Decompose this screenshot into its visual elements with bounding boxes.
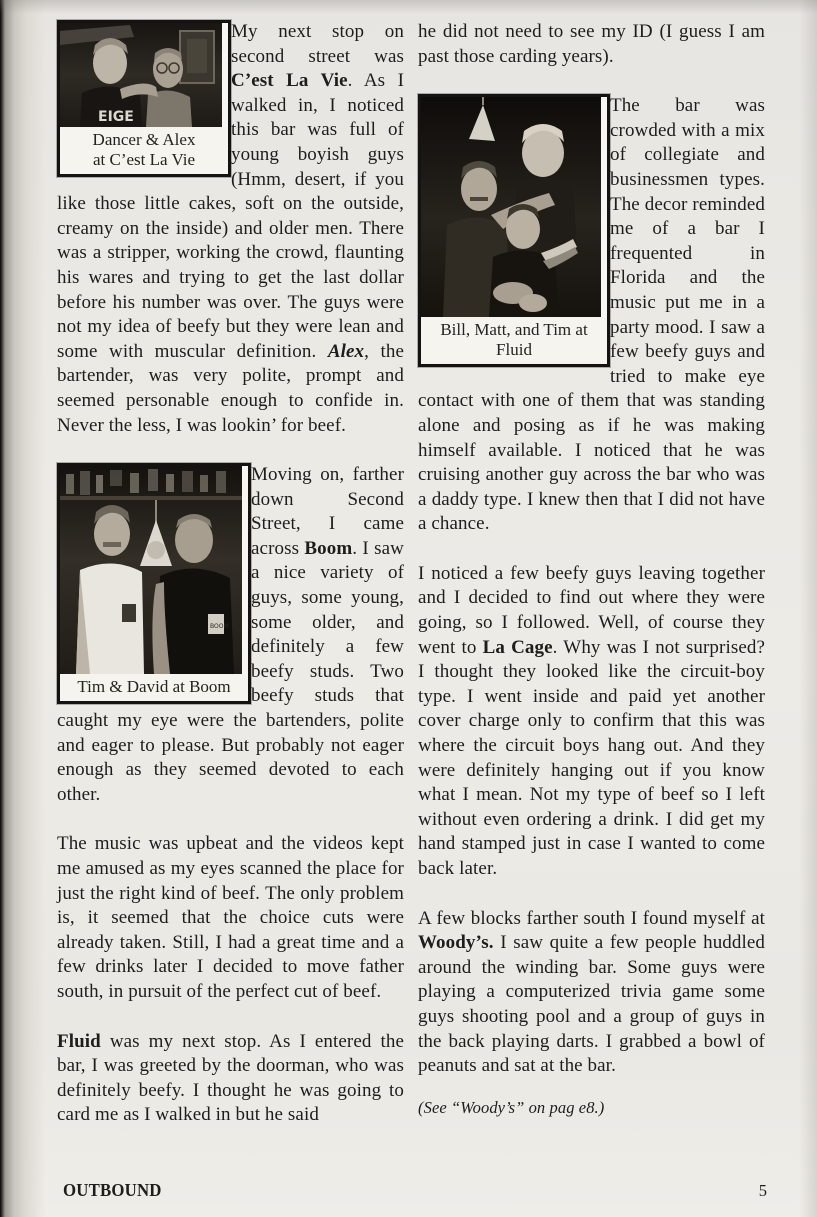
svg-text:EIGE: EIGE bbox=[98, 109, 134, 125]
paragraph-music: The music was upbeat and the videos kept me amused as my eyes scanned the place for just the right kind of beef. The only problem is, it seemed that the choice cuts were already taken. Still, I had a great time and a few drinks later I decided to move father south, in pursuit of the perfect cut of beef. bbox=[57, 833, 404, 1002]
photo-cest-la-vie bbox=[57, 20, 231, 177]
magazine-page bbox=[57, 20, 766, 1153]
paragraph-fluid-bar: The bar was crowded with a mix of collegiate and businessmen types. The decor reminded me of a bar I frequented in Florida and the music put me in a party mood. I saw a few beefy guys and tried to make eye contact with one of them that was standing alone and posing as if he was making himself available. I noticed that he was cruising another guy across the bar who was a daddy type. I knew then that I did not have a chance. bbox=[418, 95, 765, 535]
paragraph-fluid-intro: Fluid was my next stop. As I entered the bar, I was greeted by the doorman, who was definitely beefy. I thought he was going to card me as I walked in but he said bbox=[57, 1030, 404, 1126]
photo-fluid bbox=[418, 94, 610, 367]
photo-boom bbox=[57, 463, 251, 704]
scan-edge-right bbox=[799, 0, 817, 1217]
scan-edge-top bbox=[0, 0, 817, 14]
paragraph-woodys: A few blocks farther south I found myself at Woody’s. I saw quite a few people huddled around the winding bar. Some guys were playing a computerized trivia game some guys shooting pool and a group of guys in the back playing darts. I grabbed a bowl of peanuts and sat at the bar. bbox=[418, 907, 765, 1077]
column-left bbox=[57, 20, 404, 1153]
svg-text:BOOM: BOOM bbox=[210, 623, 229, 631]
magazine-title: OUTBOUND bbox=[63, 1180, 162, 1200]
photo-caption-boom: Tim & David at Boom bbox=[60, 674, 248, 701]
photo-image-cest-la-vie bbox=[60, 23, 222, 127]
paragraph-la-cage: I noticed a few beefy guys leaving together and I decided to find out where they were going, so I followed. Well, of course they went to La Cage. Why was I not surprised? I thought they looked like the circuit-boy type. I went inside and paid yet another cover charge only to confirm that this was where the circuit boys hang out. And they were definitely hanging out if you know what I mean. Not my type of beef so I left without even ordering a drink. I did get my hand stamped just in case I wanted to come back later. bbox=[418, 562, 766, 879]
photo-caption-fluid: Bill, Matt, and Tim at Fluid bbox=[421, 317, 607, 364]
paragraph-boom: Moving on, farther down Second Street, I came across Boom. I saw a nice variety of guys, some young, some older, and definitely a few beefy studs. Two beefy studs that caught my eye were the bartenders, polite and eager to please. But probably not eager enough as they seemed devoted to each other. bbox=[57, 464, 404, 805]
photo-image-fluid bbox=[421, 97, 601, 317]
paragraph-cest-la-vie: My next stop on second street was C’est La Vie. As I walked in, I noticed this bar was full of young boyish guys (Hmm, desert, if you like those little cakes, soft on the outside, creamy on the inside) and older men. There was a stripper, working the crowd, flaunting his wares and trying to get the last dollar before his number was over. The guys were not my idea of beefy but they were lean and some with muscular definition. Alex, the bartender, was very polite, prompt and seemed personable enough to confide in. Never the less, I was lookin’ for beef. bbox=[57, 21, 404, 436]
page-footer bbox=[63, 1180, 767, 1201]
photo-image-boom bbox=[60, 466, 242, 674]
column-right bbox=[418, 20, 765, 1153]
scan-edge-left bbox=[0, 0, 46, 1217]
see-woodys-note: (See “Woody’s” on pag e8.) bbox=[418, 1097, 605, 1117]
page-number: 5 bbox=[758, 1181, 767, 1200]
photo-caption-cest-la-vie: Dancer & Alex at C’est La Vie bbox=[60, 127, 228, 174]
paragraph-id-check: he did not need to see my ID (I guess I am past those carding years). bbox=[418, 21, 765, 67]
